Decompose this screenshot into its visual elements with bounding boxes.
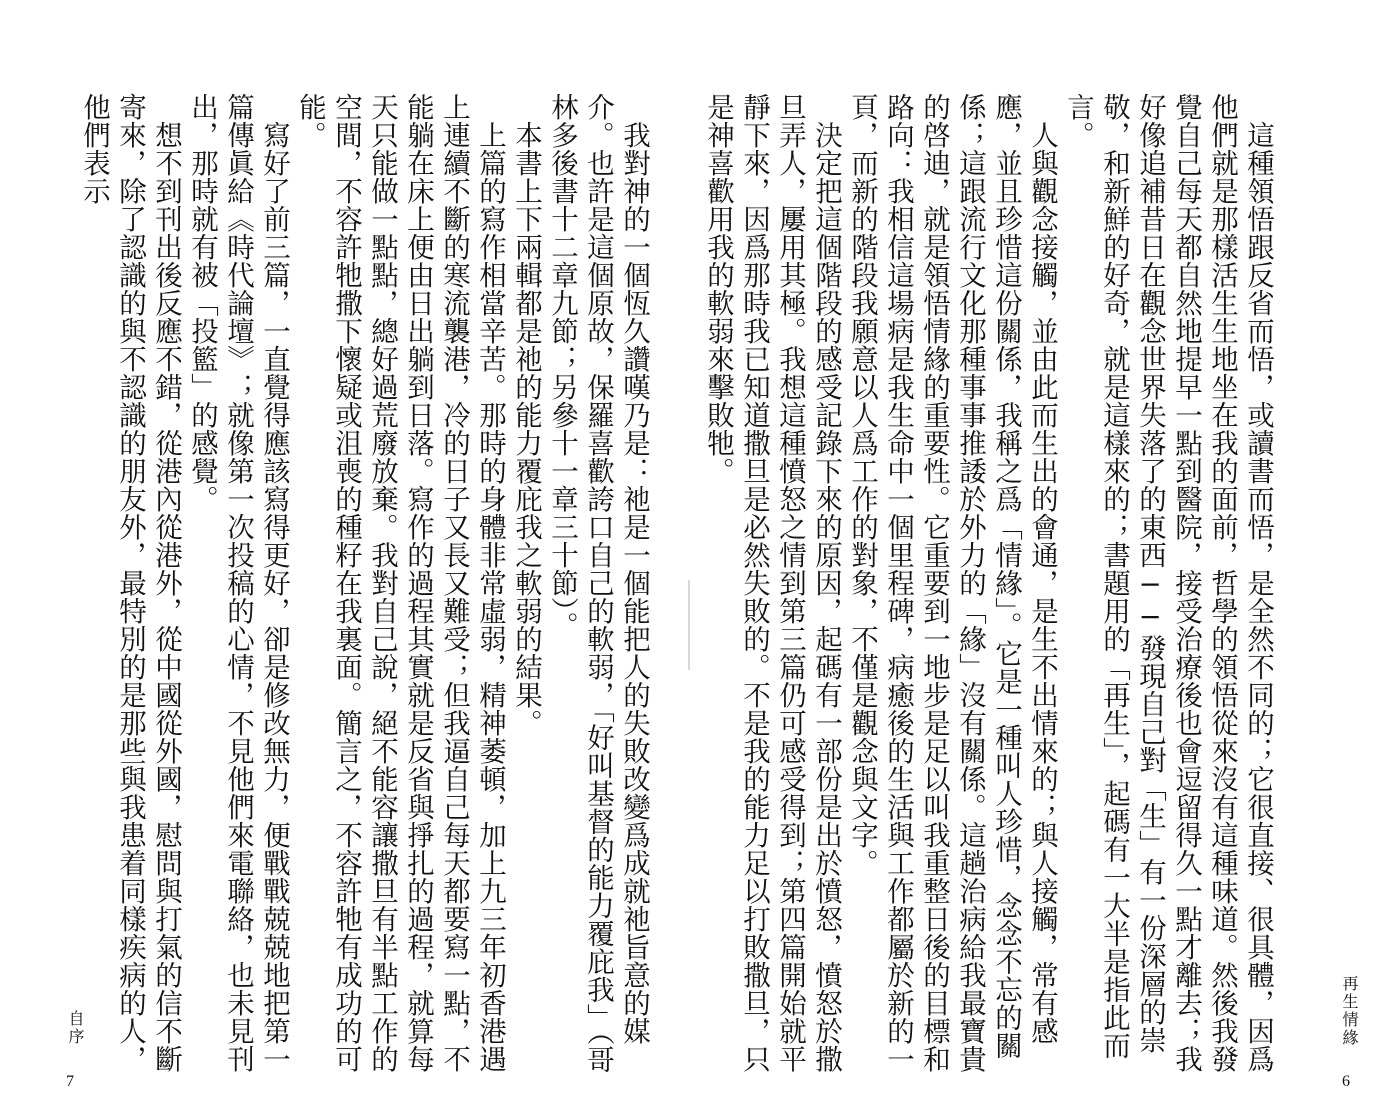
page-number: 6 — [1342, 1073, 1350, 1090]
paragraph: 決定把這個階段的感受記錄下來的原因，起碼有一部份是出於憤怒，憤怒於撒旦弄人，屢用其極。我想這種憤怒之情到第三篇仍可感受得到；第四篇開始就平靜下來，因爲那時我已知道撒旦是必然失敗的。不是我的能力足以打敗撒旦，只是神喜歡用我的軟弱來擊敗牠。 — [702, 93, 842, 1073]
running-head: 再生情緣 — [1340, 975, 1359, 1047]
right-page — [700, 0, 1400, 1120]
paragraph: 寫好了前三篇，一直覺得應該寫得更好，卻是修改無力，便戰戰兢兢地把第一篇傳眞給《時代論壇》；就像第一次投稿的心情，不見他們來電聯絡，也未見刊出，那時就有被「投籃」的感覺。 — [186, 93, 290, 1073]
page-number: 7 — [66, 1073, 74, 1090]
left-page-text — [78, 93, 652, 1098]
paragraph: 想不到刊出後反應不錯，從港內從港外，從中國從外國，慰問與打氣的信不斷寄來，除了認識的與不認識的朋友外，最特別的是那些與我患着同樣疾病的人，他們表示 — [78, 93, 182, 1073]
paragraph: 人與觀念接觸，並由此而生出的會通，是生不出情來的；與人接觸，常有感應，並且珍惜這份關係，我稱之爲「情緣」。它是一種叫人珍惜，念念不忘的關係；這跟流行文化那種事事推諉於外力的「緣」沒有關係。這趟治病給我最寶貴的啓迪，就是領悟情緣的重要性。它重要到一地步是足以叫我重整日後的目標和路向：我相信這場病是我生命中一個里程碑，病癒後的生活與工作都屬於新的一頁，而新的階段我願意以人爲工作的對象，不僅是觀念與文字。 — [846, 93, 1058, 1073]
paragraph: 上篇的寫作相當辛苦。那時的身體非常虛弱，精神萎頓，加上九三年初香港遇上連續不斷的寒流襲港，冷的日子又長又難受；但我逼自己每天都要寫一點，不能躺在床上便由日出躺到日落。寫作的過程其實就是反省與掙扎的過程，就算每天只能做一點點，總好過荒廢放棄。我對自己說，絕不能容讓撒旦有半點工作的空間，不容許牠撒下懷疑或沮喪的種籽在我裏面。簡言之，不容許牠有成功的可能。 — [294, 93, 506, 1073]
paragraph: 本書上下兩輯都是祂的能力覆庇我之軟弱的結果。 — [510, 120, 542, 737]
gutter-shadow — [688, 580, 690, 670]
paragraph: 這種領悟跟反省而悟，或讀書而悟，是全然不同的；它很直接、很具體，因爲他們就是那樣活生生地坐在我的面前，哲學的領悟從來沒有這種味道。然後我發覺自己每天都自然地提早一點到醫院，接受治療後也會逗留得久一點才離去；我好像追補昔日在觀念世界失落了的東西──發現自己對「生」有一份深層的崇敬，和新鮮的好奇，就是這樣來的；書題用的「再生」，起碼有一大半是指此而言。 — [1062, 93, 1274, 1073]
running-head: 自序 — [66, 1010, 85, 1046]
right-page-text — [702, 93, 1276, 1098]
paragraph: 我對神的一個恆久讚嘆乃是：祂是一個能把人的失敗改變爲成就祂旨意的媒介。也許是這個原故，保羅喜歡誇口自己的軟弱，「好叫基督的能力覆庇我」（哥林多後書十二章九節；另參十一章三十節）。 — [546, 93, 650, 1074]
